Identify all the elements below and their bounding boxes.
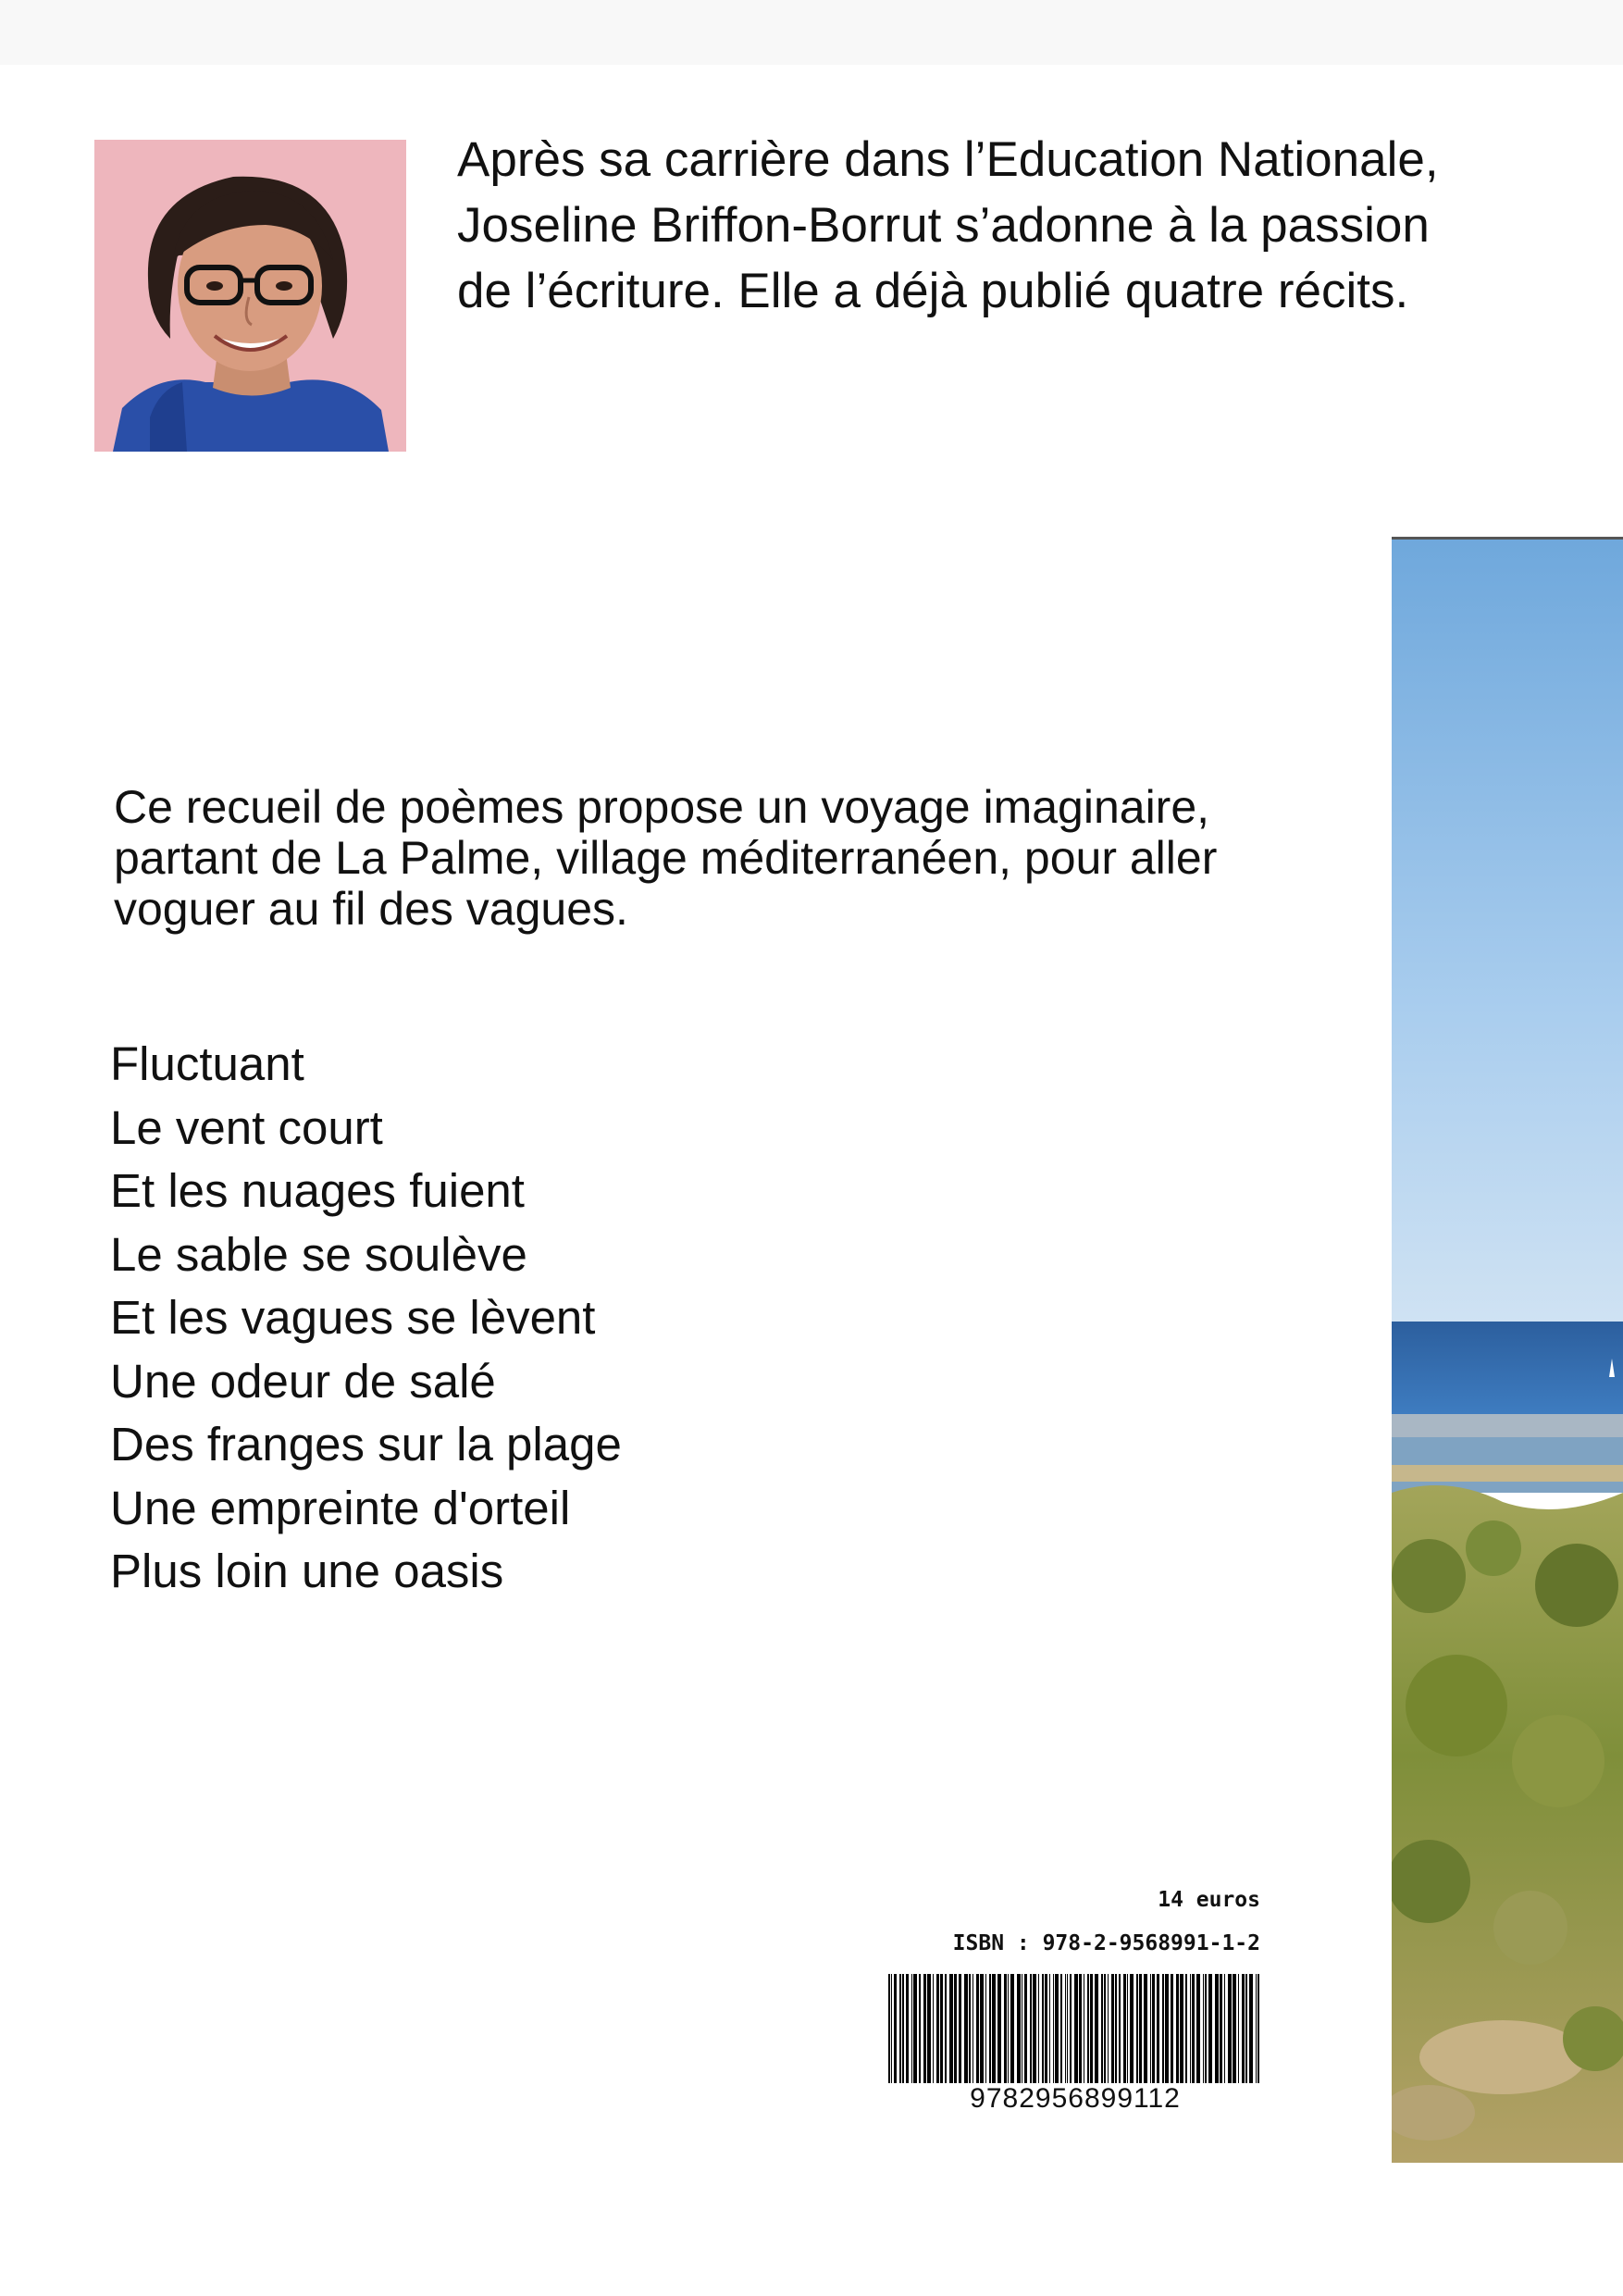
barcode-bar — [1220, 1974, 1222, 2083]
poem-line: Et les nuages fuient — [110, 1164, 525, 1217]
barcode-bar — [1127, 1974, 1128, 2083]
barcode-bar — [1042, 1974, 1044, 2083]
barcode-bar — [1205, 1974, 1207, 2083]
poem-line: Une empreinte d'orteil — [110, 1481, 571, 1534]
landscape-photo — [1392, 537, 1623, 2163]
barcode-bar — [1203, 1974, 1204, 2083]
barcode-bar — [1004, 1974, 1007, 2083]
barcode-bar — [1171, 1974, 1173, 2083]
barcode-bar — [1242, 1974, 1245, 2083]
barcode-bar — [1208, 1974, 1212, 2083]
barcode-bar — [1074, 1974, 1078, 2083]
barcode-bar — [933, 1974, 934, 2083]
barcode-bar — [1115, 1974, 1117, 2083]
barcode-bar — [1079, 1974, 1082, 2083]
barcode-bar — [1038, 1974, 1039, 2083]
barcode-bar — [1049, 1974, 1050, 2083]
barcode-bar — [894, 1974, 897, 2083]
barcode-bar — [1017, 1974, 1021, 2083]
description-line: Ce recueil de poèmes propose un voyage imaginaire, — [114, 781, 1210, 833]
barcode-bar — [945, 1974, 947, 2083]
description-line: voguer au fil des vagues. — [114, 883, 628, 935]
barcode-bar — [891, 1974, 892, 2083]
barcode-bar — [940, 1974, 943, 2083]
barcode-bar — [1185, 1974, 1187, 2083]
barcode-number: 9782956899112 — [970, 2083, 1181, 2114]
barcode-bar — [902, 1974, 904, 2083]
barcode-bar — [959, 1974, 961, 2083]
description-line: partant de La Palme, village méditerranéen, pour aller — [114, 832, 1218, 884]
isbn-label: ISBN : 978-2-9568991-1-2 — [952, 1931, 1260, 1955]
barcode-bar — [1123, 1974, 1126, 2083]
barcode-bar — [992, 1974, 996, 2083]
bio-line: de l’écriture. Elle a déjà publié quatre récits. — [457, 264, 1409, 318]
barcode-bar — [1030, 1974, 1032, 2083]
poem-line: Le vent court — [110, 1100, 383, 1154]
barcode — [886, 1974, 1264, 2083]
barcode-bar — [1245, 1974, 1247, 2083]
barcode-bar — [1101, 1974, 1103, 2083]
bio-line: Joseline Briffon-Borrut s’adonne à la passion — [457, 198, 1430, 253]
barcode-bar — [927, 1974, 931, 2083]
barcode-bar — [1108, 1974, 1109, 2083]
author-bio — [457, 127, 1530, 324]
barcode-bar — [997, 1974, 1001, 2083]
price-label: 14 euros — [1158, 1888, 1260, 1912]
author-photo — [94, 140, 406, 452]
barcode-bar — [1111, 1974, 1114, 2083]
barcode-bar — [1067, 1974, 1068, 2083]
barcode-bar — [1249, 1974, 1253, 2083]
barcode-bar — [1162, 1974, 1164, 2083]
barcode-bar — [1196, 1974, 1200, 2083]
book-description — [114, 782, 1372, 935]
barcode-bar — [1150, 1974, 1151, 2083]
barcode-bar — [1060, 1974, 1062, 2083]
poem-line: Des franges sur la plage — [110, 1418, 622, 1471]
poem-line: Fluctuant — [110, 1037, 304, 1090]
barcode-bar — [964, 1974, 968, 2083]
barcode-bar — [906, 1974, 909, 2083]
barcode-bar — [1224, 1974, 1225, 2083]
poem-line: Et les vagues se lèvent — [110, 1291, 596, 1344]
barcode-bar — [911, 1974, 912, 2083]
barcode-bar — [1119, 1974, 1121, 2083]
barcode-bar — [976, 1974, 979, 2083]
barcode-bar — [888, 1974, 890, 2083]
barcode-bar — [1008, 1974, 1009, 2083]
barcode-bar — [1104, 1974, 1106, 2083]
barcode-bar — [1152, 1974, 1155, 2083]
poem-line: Le sable se soulève — [110, 1227, 527, 1281]
barcode-bar — [1053, 1974, 1054, 2083]
barcode-bar — [1215, 1974, 1219, 2083]
barcode-bar — [1238, 1974, 1239, 2083]
barcode-bar — [949, 1974, 953, 2083]
barcode-bar — [1256, 1974, 1257, 2083]
barcode-bar — [989, 1974, 991, 2083]
poem-excerpt — [110, 1033, 943, 1604]
barcode-bar — [913, 1974, 917, 2083]
top-band — [0, 0, 1623, 65]
barcode-bar — [1095, 1974, 1098, 2083]
barcode-bar — [1144, 1974, 1147, 2083]
barcode-bar — [969, 1974, 971, 2083]
barcode-bar — [954, 1974, 957, 2083]
barcode-bar — [1070, 1974, 1072, 2083]
barcode-bar — [980, 1974, 984, 2083]
barcode-bar — [985, 1974, 986, 2083]
barcode-bar — [1192, 1974, 1195, 2083]
barcode-bar — [1090, 1974, 1093, 2083]
barcode-bar — [1233, 1974, 1236, 2083]
barcode-bar — [919, 1974, 921, 2083]
bio-line: Après sa carrière dans l’Education Nationale, — [457, 132, 1439, 187]
barcode-bar — [1180, 1974, 1183, 2083]
poem-line: Plus loin une oasis — [110, 1545, 504, 1597]
barcode-bar — [1087, 1974, 1089, 2083]
barcode-bar — [1176, 1974, 1179, 2083]
barcode-bar — [1258, 1974, 1259, 2083]
barcode-bar — [936, 1974, 939, 2083]
barcode-bar — [1033, 1974, 1036, 2083]
barcode-bar — [923, 1974, 926, 2083]
barcode-bar — [1055, 1974, 1059, 2083]
barcode-bar — [1157, 1974, 1159, 2083]
barcode-bar — [1010, 1974, 1014, 2083]
barcode-bar — [1228, 1974, 1232, 2083]
barcode-bar — [1165, 1974, 1169, 2083]
barcode-bar — [1024, 1974, 1027, 2083]
barcode-bar — [1065, 1974, 1066, 2083]
barcode-bar — [1136, 1974, 1138, 2083]
barcode-bar — [1045, 1974, 1047, 2083]
barcode-bar — [1190, 1974, 1191, 2083]
barcode-bar — [1130, 1974, 1134, 2083]
barcode-bar — [899, 1974, 901, 2083]
poem-line: Une odeur de salé — [110, 1354, 496, 1408]
barcode-bar — [1139, 1974, 1142, 2083]
